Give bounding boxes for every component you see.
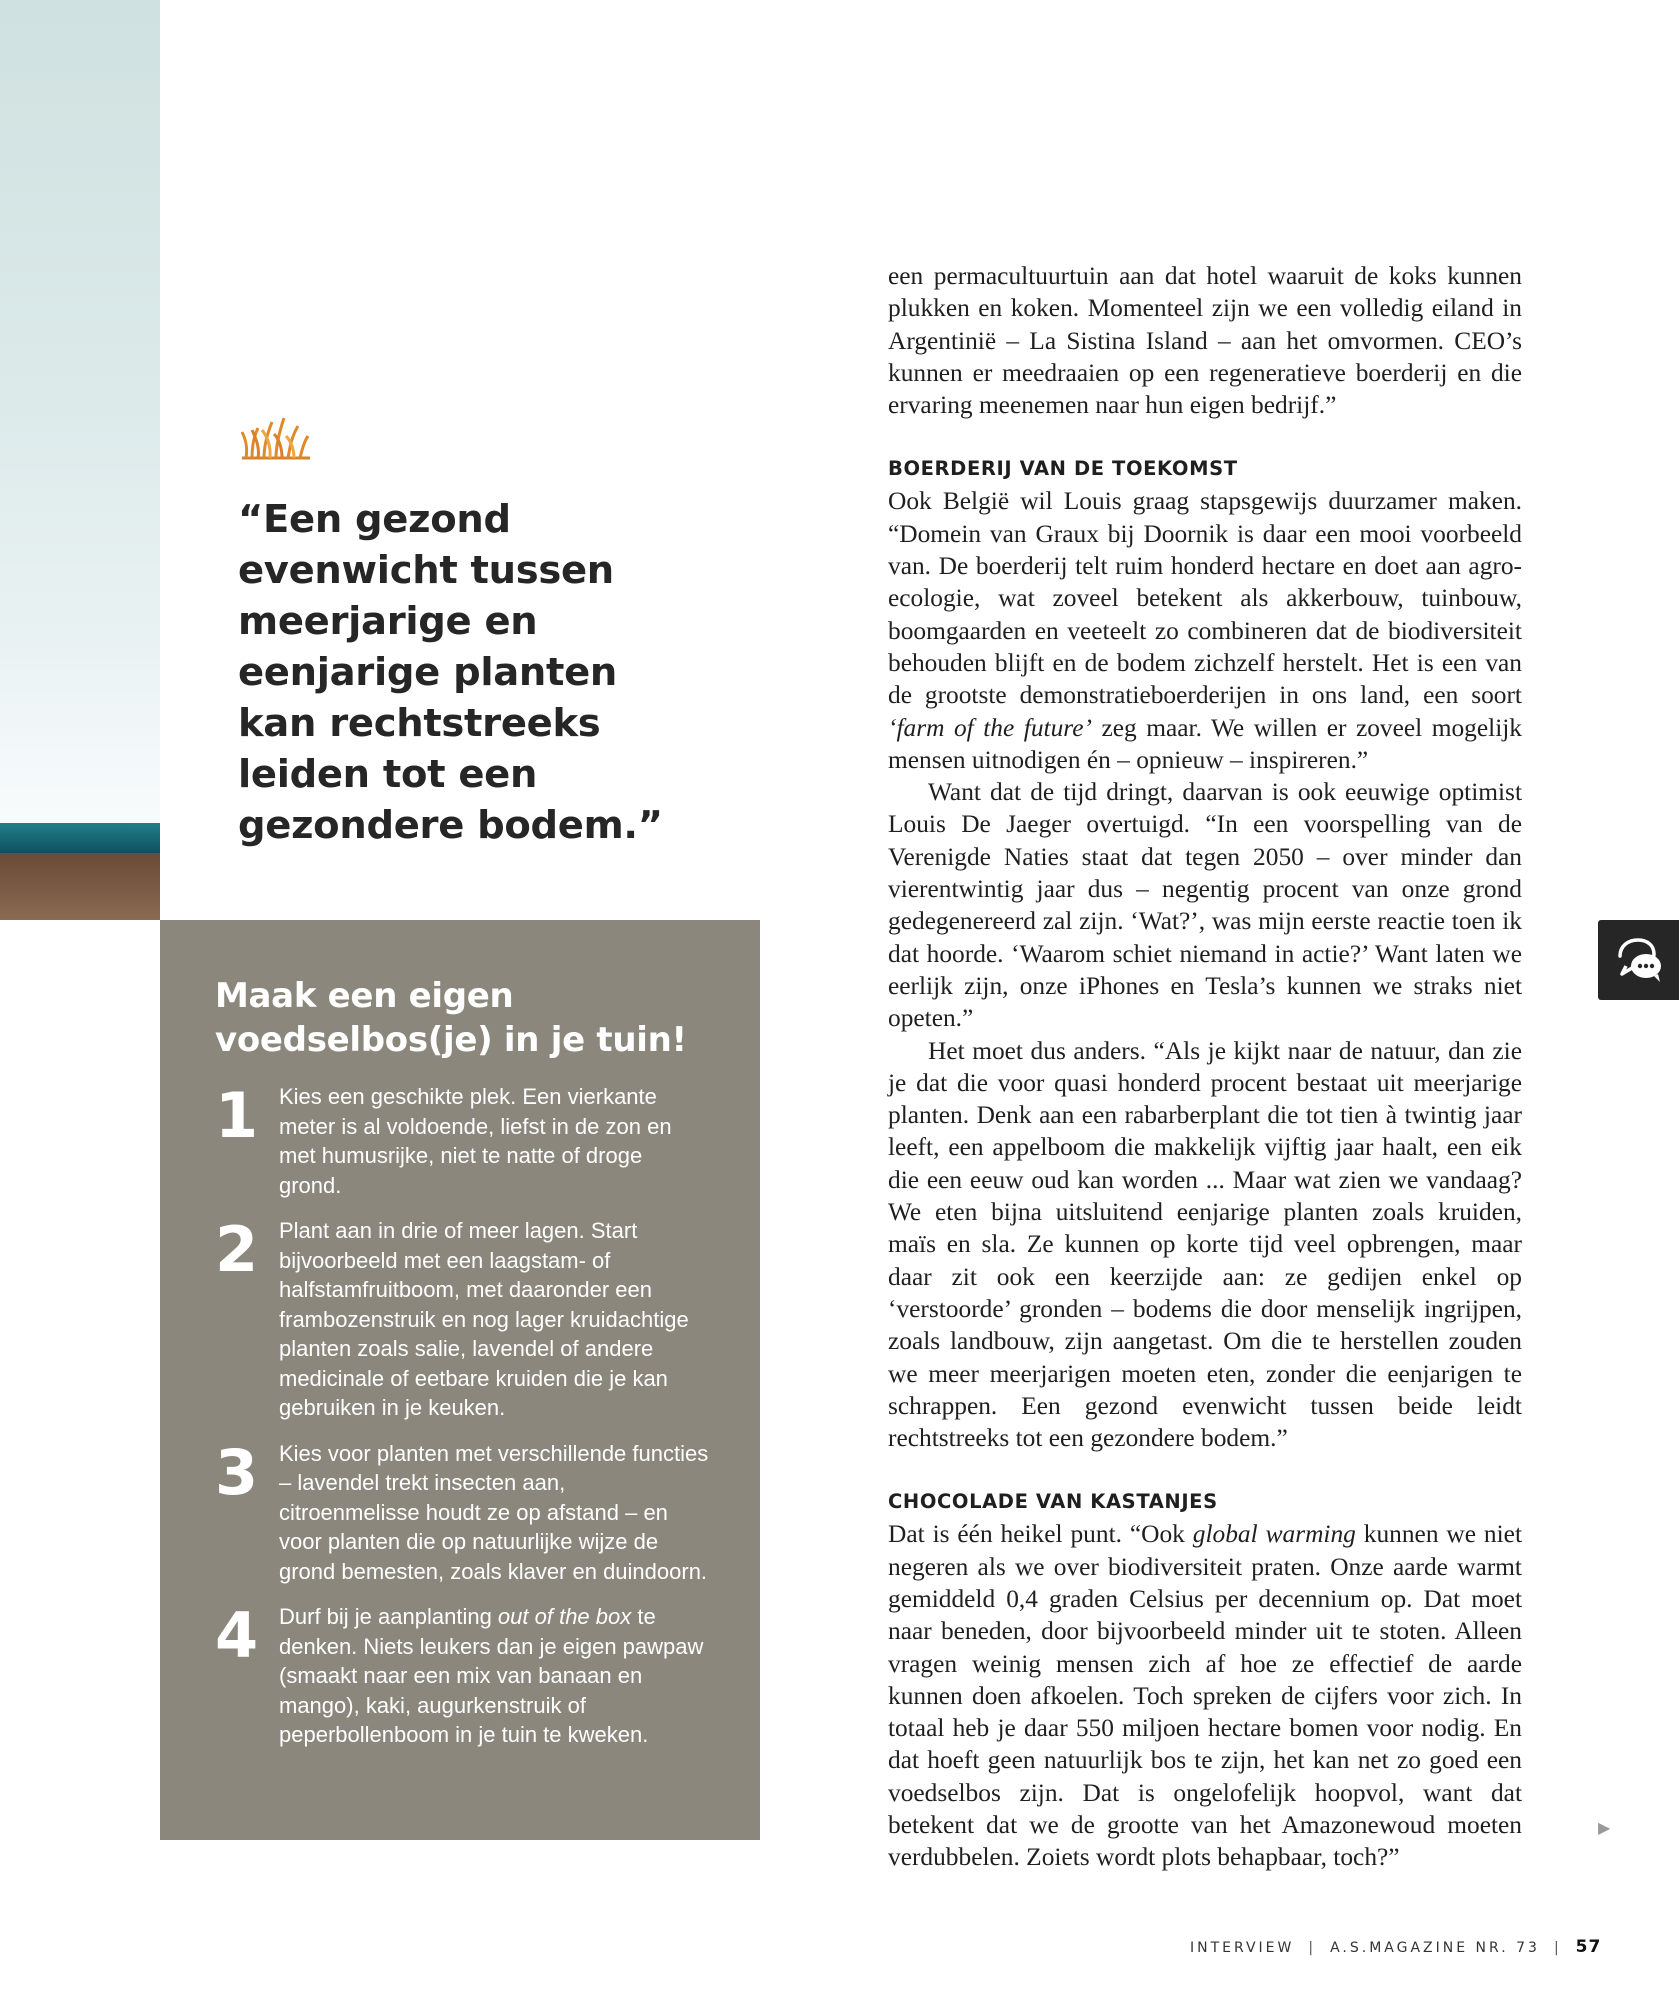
grass-icon: [240, 412, 310, 460]
tip-text-emphasis: out of the box: [497, 1604, 632, 1629]
tip-step: [215, 1213, 710, 1423]
article-emphasis: ‘farm of the future’: [888, 713, 1092, 742]
next-arrow-icon[interactable]: ▶: [1598, 1818, 1611, 1837]
tip-step: [215, 1435, 710, 1587]
tips-box: [160, 920, 760, 1840]
tip-number: 1: [215, 1079, 259, 1152]
tip-text: [279, 1602, 709, 1750]
footer-section: INTERVIEW: [1190, 1940, 1295, 1956]
tip-text: Plant aan in drie of meer lagen. Start bijvoorbeeld met een laagstam- of halfstamfruitboom, met daaronder een frambozenstruik en nog lager kruidachtige planten zoals salie, lavendel of andere medicinale of eetbare kruiden die je kan gebruiken in je keuken.: [279, 1218, 689, 1420]
footer-separator: |: [1308, 1940, 1317, 1956]
article-text: Dat is één heikel punt. “Ook: [888, 1520, 1193, 1549]
tip-number: 4: [215, 1599, 259, 1672]
article-paragraph: [888, 485, 1522, 776]
tip-text-part: Durf bij je aanplanting: [279, 1604, 498, 1629]
tip-step: [215, 1079, 710, 1200]
decorative-sky-strip: [0, 0, 160, 920]
article-text: Ook België wil Louis graag stapsgewijs duurzamer maken. “Domein van Graux bij Doornik is daar een mooi voorbeeld van. De boerderij telt ruim honderd hectare en doet aan agro-ecologie, wat zoveel betekent als akkerbouw, tuinbouw, boomgaarden en veeteelt zo combineren dat de biodiversiteit behouden blijft en de bodem zichzelf herstelt. Het is een van de grootste demonstratieboerderijen in ons land, een soort: [888, 487, 1522, 710]
article-column: [888, 260, 1522, 1874]
article-paragraph: een permacultuurtuin aan dat hotel waaruit de koks kunnen plukken en koken. Momenteel zijn we een volledig eiland in Argentinië – La Sistina Island – aan het omvormen. CEO’s kunnen er meedraaien op een regeneratieve boerderij en die ervaring meenemen naar hun eigen bedrijf.”: [888, 262, 1522, 420]
article-paragraph: Want dat de tijd dringt, daarvan is ook eeuwige optimist Louis De Jaeger overtuigd. “In een voorspelling van de Verenigde Naties staat dat tegen 2050 – over minder dan vierentwintig jaar dus – negentig procent van onze grond gedegenereerd zal zijn. ‘Wat?’, was mijn eerste reactie toen ik dat hoorde. ‘Waarom schiet niemand in actie?’ Want laten we eerlijk zijn, onze iPhones en Tesla’s kunnen we straks niet opeten.”: [888, 778, 1522, 1033]
article-paragraph: [888, 1518, 1522, 1873]
article-emphasis: global warming: [1192, 1520, 1356, 1549]
chat-button[interactable]: [1598, 920, 1679, 1000]
page-number: 57: [1575, 1937, 1602, 1957]
decorative-water-band: [0, 823, 160, 853]
footer-separator: |: [1553, 1940, 1562, 1956]
tip-text-part: te denken. Niets leukers dan je eigen pawpaw (smaakt naar een mix van banaan en mango), kaki, augurkenstruik of peperbollenboom in je tuin te kweken.: [279, 1604, 704, 1747]
tip-number: 2: [215, 1213, 259, 1286]
tip-number: 3: [215, 1435, 259, 1509]
article-subheading: CHOCOLADE VAN KASTANJES: [888, 1490, 1218, 1514]
tip-text: Kies voor planten met verschillende functies – lavendel trekt insecten aan, citroenmelisse houdt ze op afstand – en voor planten die op natuurlijke wijze de grond bemesten, zoals klaver en duindoorn.: [279, 1440, 709, 1584]
chat-icon: [1614, 934, 1666, 986]
decorative-soil-band: [0, 853, 160, 920]
article-text: zeg maar. We willen er zoveel mogelijk mensen uitnodigen én – opnieuw – inspireren.”: [888, 713, 1522, 774]
article-paragraph: Het moet dus anders. “Als je kijkt naar de natuur, dan zie je dat die voor quasi honderd procent bestaat uit meerjarige planten. Denk aan een rabarberplant die tot tien à twintig jaar leeft, een appelboom die makkelijk vijftig jaar haalt, een eik die een eeuw oud kan worden ... Maar wat zien we vandaag? We eten bijna uitsluitend eenjarige planten zoals kruiden, maïs en sla. Ze kunnen op korte tijd veel opbrengen, maar daar zit ook een keerzijde aan: ze gedijen enkel op ‘verstoorde’ gronden – bodems die door menselijk ingrijpen, zoals landbouw, zijn aangetast. Om die te herstellen zouden we meer meerjarigen moeten eten, zonder die eenjarigen te schrappen. Een gezond evenwicht tussen beide leidt rechtstreeks tot een gezondere bodem.”: [888, 1036, 1522, 1453]
article-subheading: BOERDERIJ VAN DE TOEKOMST: [888, 457, 1238, 481]
pull-quote: “Een gezond evenwicht tussen meerjarige en eenjarige planten kan rechtstreeks leiden tot een gezondere bodem.”: [238, 497, 663, 848]
page-footer: [1190, 1937, 1601, 1957]
tip-step: [215, 1599, 710, 1750]
tip-text: Kies een geschikte plek. Een vierkante meter is al voldoende, liefst in de zon en met humusrijke, niet te natte of droge grond.: [279, 1084, 672, 1198]
tips-box-title: Maak een eigen voedselbos(je) in je tuin!: [215, 976, 687, 1060]
article-text: kunnen we niet negeren als we over biodiversiteit praten. Onze aarde warmt gemiddeld 0,4 graden Celsius per decennium op. Dat moet naar beneden, door bijvoorbeeld minder uit te stoten. Alleen vragen weinig mensen zich af hoe ze effectief de aarde kunnen doen afkoelen. Toch spreken de cijfers voor zich. In totaal heb je daar 550 miljoen hectare bomen voor nodig. En dat hoeft geen natuurlijk bos te zijn, het kan net zo goed een voedselbos zijn. Dat is ongelofelijk hoopvol, want dat betekent dat we de grootte van het Amazonewoud moeten verdubbelen. Zoiets wordt plots behapbaar, toch?”: [888, 1520, 1523, 1872]
footer-magazine: A.S.MAGAZINE NR. 73: [1330, 1940, 1540, 1956]
